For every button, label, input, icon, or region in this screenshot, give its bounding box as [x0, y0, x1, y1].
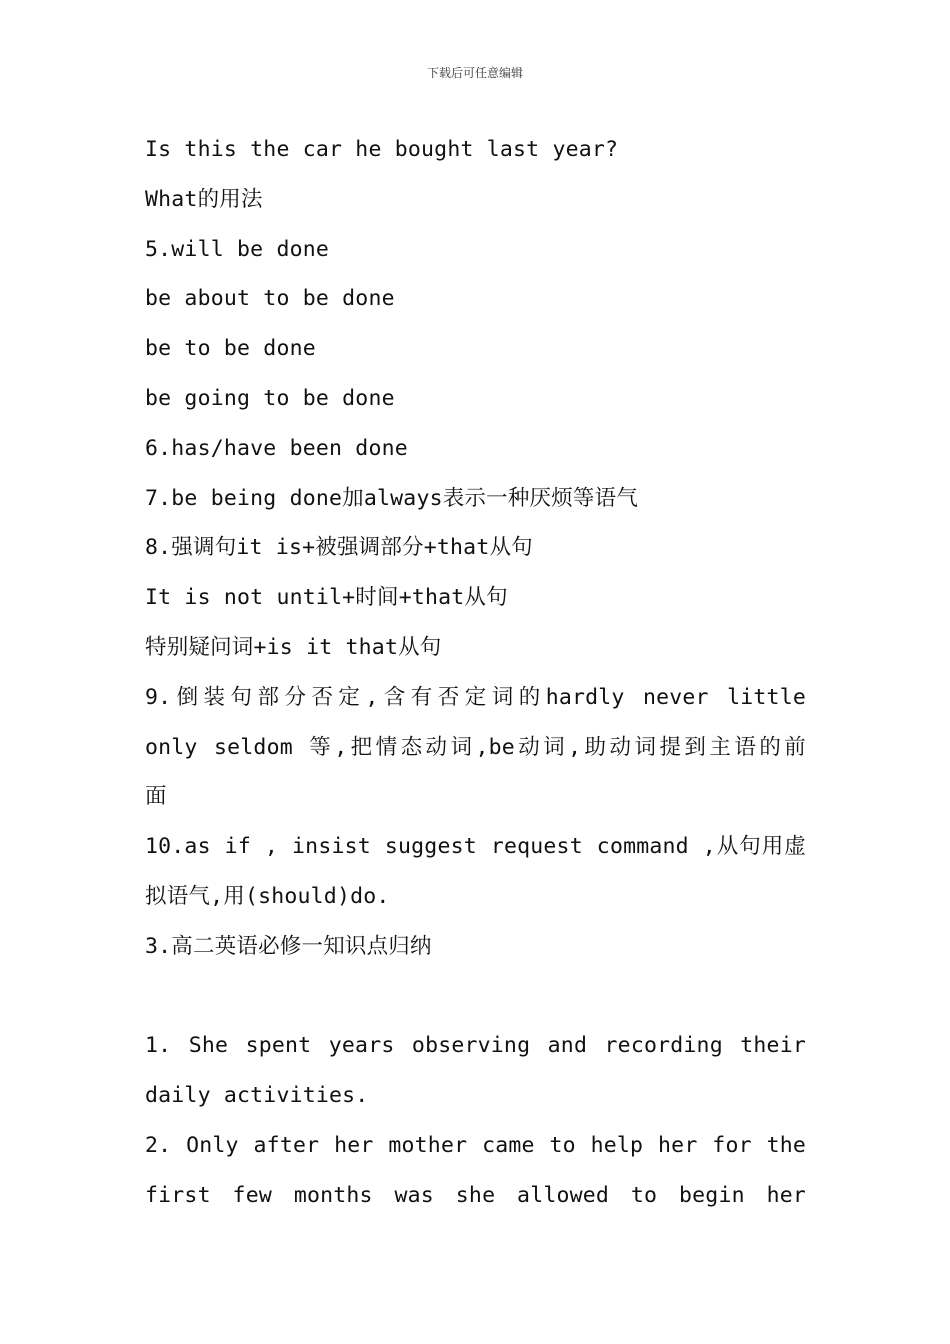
text-line: be to be done	[145, 336, 316, 362]
text-line: It is not until+时间+that从句	[145, 585, 508, 611]
text-line: 面	[145, 784, 167, 810]
text-line: 10.as if , insist suggest request command ,从句用虚	[145, 834, 806, 860]
text-line: 拟语气,用(should)do.	[145, 883, 390, 909]
section-heading: 3.高二英语必修一知识点归纳	[145, 933, 432, 959]
text-line: 1. She spent years observing and recording their	[145, 1033, 806, 1059]
text-line: be going to be done	[145, 385, 395, 411]
text-line: 特别疑问词+is it that从句	[145, 634, 442, 660]
text-line: 9.倒装句部分否定,含有否定词的hardly never little	[145, 684, 806, 710]
document-body	[145, 125, 806, 1221]
text-line: 7.be being done加always表示一种厌烦等语气	[145, 485, 639, 511]
text-line: be about to be done	[145, 286, 395, 312]
text-line: What的用法	[145, 186, 263, 212]
text-line: 8.强调句it is+被强调部分+that从句	[145, 535, 533, 561]
text-line: 6.has/have been done	[145, 435, 408, 461]
blank-line	[145, 972, 806, 1022]
text-line: 2. Only after her mother came to help her for the	[145, 1132, 806, 1158]
text-line: daily activities.	[145, 1083, 369, 1109]
text-line: only seldom 等,把情态动词,be动词,助动词提到主语的前	[145, 734, 806, 760]
text-line: Is this the car he bought last year?	[145, 137, 619, 162]
page-header: 下载后可任意编辑	[426, 66, 523, 80]
text-line: first few months was she allowed to begin her	[145, 1182, 806, 1208]
text-line: 5.will be done	[145, 236, 330, 262]
